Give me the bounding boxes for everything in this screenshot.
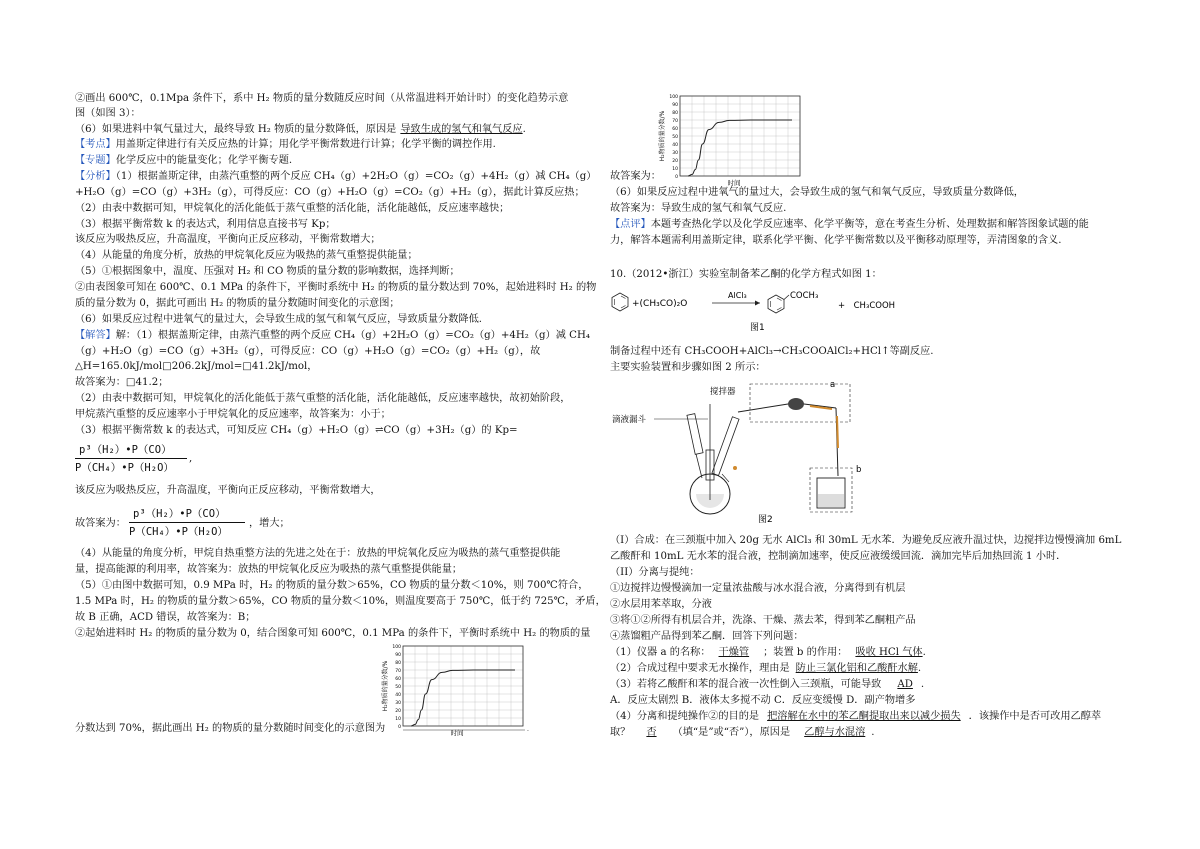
text-line: （6）如果反应过程中进氧气的量过大，会导致生成的氢气和氧气反应，导致质量分数降低. [75,314,483,325]
text-line: 【点评】本题考查热化学以及化学反应速率、化学平衡等，意在考查生分析、处理数据和解答图象试题的能 [610,219,1089,230]
text-line: （5）①由图中数据可知，0.9 MPa 时，H₂ 的物质的量分数＞65%，CO 物质的量分数＜10%，则 700℃符合， [75,580,589,591]
y-tick-label: 70 [395,668,401,674]
text-line: （4）从能量的角度分析，放热的甲烷氧化反应为吸热的蒸气重整提供能量； [75,250,418,261]
text-line: ②由表图象可知在 600℃、0.1 MPa 的条件下，平衡时系统中 H₂ 的物质的量分数达到 70%，起始进料时 H₂ 的物 [75,282,597,293]
text-line: （4）从能量的角度分析，甲烷自热重整方法的先进之处在于：放热的甲烷氧化反应为吸热的蒸气重整提供能 [75,548,561,559]
y-tick-label: 20 [672,158,678,164]
y-tick-label: 30 [672,150,678,156]
tag-jieda: 【解答】 [75,330,116,341]
y-tick-label: 100 [669,94,678,100]
x-axis-label: 时间 [727,179,741,187]
x-axis-label: 时间 [450,729,464,737]
text-line: 故答案为： [75,518,126,529]
h2-fraction-graph [381,642,531,738]
text-line: （1）仪器 a 的名称： 干燥管 ；装置 b 的作用： 吸收 HCl 气体. [610,647,926,658]
y-tick-label: 80 [395,660,401,666]
reactant-label: +(CH₃CO)₂O [632,299,688,309]
y-tick-label: 10 [672,166,678,172]
y-tick-label: 90 [395,652,401,658]
y-tick-label: 60 [672,126,678,132]
text-line: 【分析】（1）根据盖斯定律，由蒸汽重整的两个反应 CH₄（g）+2H₂O（g）=CO₂（g）+4H₂（g）减 CH₄（g） [75,171,597,182]
text-line: （2）由表中数据可知，甲烷氧化的活化能低于蒸气重整的活化能，活化能越低，反应速率越快，故初始阶段， [75,393,571,404]
text-line: （2）合成过程中要求无水操作，理由是 防止三氯化铝和乙酸酐水解. [610,663,922,674]
text-line: A．反应太剧烈 B．液体太多搅不动 C．反应变缓慢 D．副产物增多 [610,695,916,706]
text-line: 1.5 MPa 时，H₂ 的物质的量分数＞65%，CO 物质的量分数＜10%，则温度要高于 750℃，低于约 725℃，矛盾， [75,596,606,607]
text-line: 故答案为：导致生成的氢气和氧气反应. [610,203,787,214]
benzene-structure [612,293,628,311]
label-b: b [856,465,862,475]
figure-1-caption: 图1 [750,323,765,333]
text-line: 制备过程中还有 CH₃COOH+AlCl₃→CH₃COOAlCl₂+HCl↑等副反应. [610,346,934,357]
tag-zhuanti: 【专题】 [75,155,116,166]
y-tick-label: 10 [395,716,401,722]
kp-fraction-answer: p³（H₂）•P（CO） P（CH₄）•P（H₂O） [129,506,249,540]
byproduct-label: + CH₃COOH [838,301,896,311]
text-line: 故 B 正确，ACD 错误，故答案为：B； [75,612,256,623]
y-tick-label: 0 [675,174,678,180]
product-group-label: COCH₃ [790,291,819,301]
text-line: （3）根据平衡常数 k 的表达式，利用信息直接书写 Kp； [75,219,336,230]
text-line: ②起始进料时 H₂ 的物质的量分数为 0，结合图象可知 600℃，0.1 MPa 的条件下，平衡时系统中 H₂ 的物质的量 [75,628,591,639]
text-line: ④蒸馏粗产品得到苯乙酮．回答下列问题： [610,631,804,642]
text-line: 取？ 否 （填“是”或“否”），原因是 乙醇与水混溶 . [610,727,875,738]
text-line: （6）如果反应过程中进氧气的量过大，会导致生成的氢气和氧气反应，导致质量分数降低， [610,187,1024,198]
text-line: ②水层用苯萃取，分液 [610,599,712,610]
text-line: 图（如图 3）： [75,108,141,119]
text-line: 质的量分数为 0，据此可画出 H₂ 的物质的量分数随时间变化的示意图； [75,298,400,309]
text-line: （II）分离与提纯： [610,567,700,578]
text-line: 力，解答本题需利用盖斯定律，联系化学平衡、化学平衡常数以及平衡移动原理等，弄清图象的含义. [610,235,1062,246]
text-line: 该反应为吸热反应，升高温度，平衡向正反应移动，平衡常数增大， [75,485,381,496]
h2-fraction-graph-answer [658,92,808,188]
text-line: 乙酸酐和 10mL 无水苯的混合液，控制滴加速率，使反应液缓缓回流．滴加完毕后加热回流 1 小时． [610,551,1067,562]
text-line: 甲烷蒸汽重整的反应速率小于甲烷氧化的反应速率，故答案为：小于； [75,409,391,420]
y-tick-label: 30 [395,700,401,706]
text-line: （3）若将乙酸酐和苯的混合液一次性倒入三颈瓶，可能导致 AD . [610,679,925,690]
y-tick-label: 60 [395,676,401,682]
text-line: （4）分离和提纯操作②的目的是 把溶解在水中的苯乙酮提取出来以减少损失 ．该操作中是否可改用乙醇萃 [610,711,1102,722]
y-tick-label: 40 [672,142,678,148]
text-line: ③将①②所得有机层合并，洗涤、干燥、蒸去苯，得到苯乙酮粗产品 [610,615,916,626]
text-line: 故答案为： [610,171,661,182]
acetophenone-structure [768,295,789,313]
text-line: （2）由表中数据可知，甲烷氧化的活化能低于蒸气重整的活化能，活化能越低，反应速率越快； [75,203,510,214]
graph-grid [680,96,800,176]
y-tick-labels [392,644,401,730]
y-tick-label: 20 [395,708,401,714]
text-line: +H₂O（g）=CO（g）+3H₂（g），可得反应：CO（g）+H₂O（g）=CO₂（g）+H₂（g），据此计算反应热； [75,187,585,198]
svg-text:·: · [527,728,529,735]
catalyst-label: AlCl₃ [728,291,747,300]
text-line: （g）+H₂O（g）=CO（g）+3H₂（g），可得反应：CO（g）+H₂O（g）=CO₂（g）+H₂（g），故 [75,346,541,357]
y-tick-label: 90 [672,102,678,108]
y-tick-label: 50 [672,134,678,140]
y-tick-labels [669,94,678,180]
tag-dianping: 【点评】 [610,219,651,230]
text-line: 量，提高能源的利用率，故答案为：放热的甲烷氧化反应为吸热的蒸气重整提供能量； [75,564,463,575]
label-a: a [830,380,836,390]
stirrer-label: 搅拌器 [710,387,736,397]
text-line: 【专题】化学反应中的能量变化；化学平衡专题. [75,155,293,166]
y-tick-label: 50 [395,684,401,690]
text-line: 【考点】用盖斯定律进行有关反应热的计算；用化学平衡常数进行计算；化学平衡的调控作用. [75,139,496,150]
text-line: 主要实验装置和步骤如图 2 所示： [610,362,766,373]
text-line: ①边搅拌边慢慢滴加一定量浓盐酸与冰水混合液，分离得到有机层 [610,583,906,594]
question-title: 10.（2012•浙江）实验室制备苯乙酮的化学方程式如图 1： [610,269,882,280]
y-tick-label: 40 [395,692,401,698]
figure-2-caption: 图2 [758,515,773,525]
text-line: （6）如果进料中氧气量过大，最终导致 H₂ 物质的量分数降低，原因是 导致生成的氢气和氧气反应. [75,124,526,135]
y-tick-label: 0 [398,724,401,730]
tag-fenxi: 【分析】 [75,171,116,182]
kp-fraction: p³（H₂）•P（CO） P（CH₄）•P（H₂O） [75,442,195,476]
text-line: （5）①根据图象中，温度、压强对 H₂ 和 CO 物质的量分数的影响数据，选择判断； [75,266,460,277]
text-line: （I）合成：在三颈瓶中加入 20g 无水 AlCl₃ 和 30mL 无水苯．为避免反应液升温过快，边搅拌边慢慢滴加 6mL [610,535,1122,546]
dropping-funnel-label: 滴液漏斗 [612,415,647,425]
y-tick-label: 80 [672,110,678,116]
text-line: 该反应为吸热反应，升高温度，平衡向正反应移动，平衡常数增大； [75,234,381,245]
y-tick-label: 70 [672,118,678,124]
y-axis-label: H₂物质的量分数/% [659,110,666,162]
tag-kaodian: 【考点】 [75,139,116,150]
graph-grid [403,646,523,726]
text-line: ，增大； [249,518,290,529]
text-line: （3）根据平衡常数 k 的表达式，可知反应 CH₄（g）+H₂O（g）⇌CO（g）+3H₂（g）的 Kp= [75,425,518,436]
y-tick-label: 100 [392,644,401,650]
figure-1-equation [610,284,910,336]
text-line: △H=165.0kJ/mol□206.2kJ/mol=□41.2kJ/mol， [75,361,318,372]
figure-2-apparatus [610,376,870,528]
text-line: 分数达到 70%，据此画出 H₂ 的物质的量分数随时间变化的示意图为 [75,723,386,734]
text-line: ②画出 600℃，0.1Mpa 条件下，系中 H₂ 物质的量分数随反应时间（从常温进料开始计时）的变化趋势示意 [75,93,569,104]
text-line: 【解答】解：（1）根据盖斯定律，由蒸汽重整的两个反应 CH₄（g）+2H₂O（g）=CO₂（g）+4H₂（g）减 CH₄ [75,330,590,341]
text-line: 故答案为：□41.2； [75,377,169,388]
y-axis-label: H₂物质的量分数/% [382,660,389,712]
